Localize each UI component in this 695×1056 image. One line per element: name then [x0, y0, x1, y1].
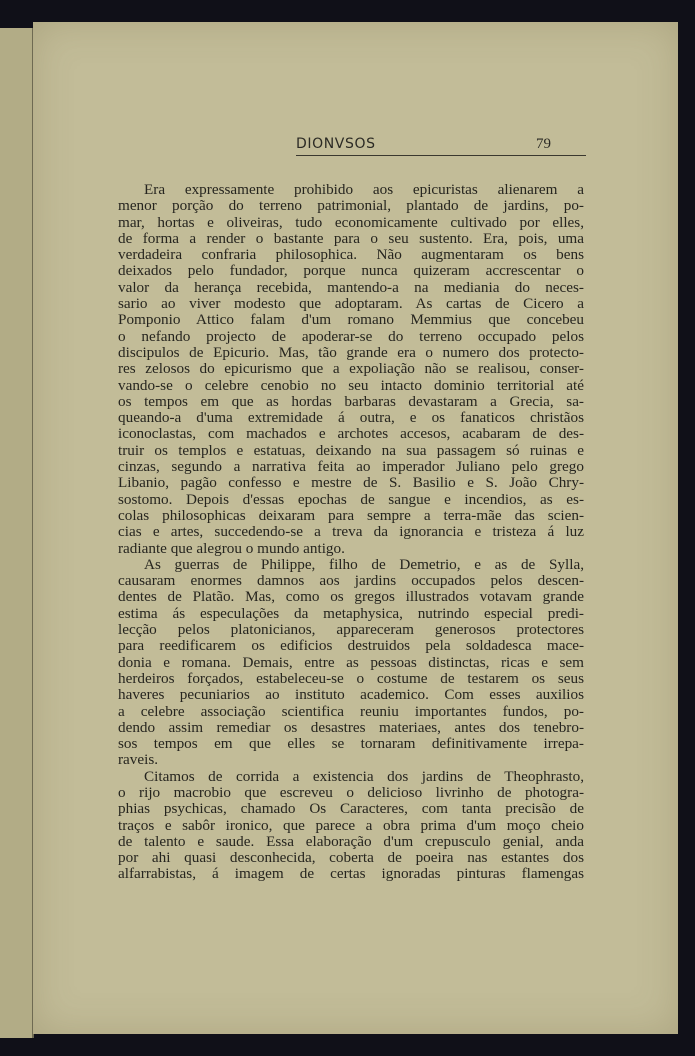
text-line: res zelosos do epicurismo que a expoliação não se realisou, conser- — [118, 361, 584, 378]
text-line: causaram enormes damnos aos jardins occupados pelos descen- — [118, 573, 584, 590]
text-line: phias psychicas, chamado Os Caracteres, com tanta precisão de — [118, 801, 584, 818]
book-page — [33, 22, 678, 1034]
text-line: haveres pecuniarios ao instituto academico. Com esses auxilios — [118, 687, 584, 704]
page-number: 79 — [536, 136, 551, 152]
text-line: por ahi quasi desconhecida, coberta de poeira nas estantes dos — [118, 850, 584, 867]
facing-page-edge — [0, 28, 34, 1038]
text-line: alfarrabistas, á imagem de certas ignoradas pinturas flamengas — [118, 866, 584, 883]
text-line: lecção pelos platonicianos, appareceram generosos protectores — [118, 622, 584, 639]
text-line: valor da herança recebida, mantendo-a na mediania do neces- — [118, 279, 584, 296]
text-line: deixados pelo fundador, porque nunca quizeram accrescentar o — [118, 263, 584, 280]
text-line: dentes de Platão. Mas, como os gregos illustrados votavam grande — [118, 589, 584, 606]
text-line: para reedificarem os edificios destruidos pela soldadesca mace- — [118, 638, 584, 655]
text-line: Pomponio Attico falam d'um romano Memmius que concebeu — [118, 312, 584, 329]
text-line: donia e romana. Demais, entre as pessoas distinctas, ricas e sem — [118, 654, 584, 671]
text-line: mar, hortas e oliveiras, tudo economicamente cultivado por elles, — [118, 214, 584, 231]
text-line: colas philosophicas deixaram para sempre a terra-mãe das scien- — [118, 507, 584, 524]
text-line: discipulos de Epicurio. Mas, tão grande era o numero dos protecto- — [118, 344, 584, 361]
text-line: cinzas, segundo a narrativa feita ao imperador Juliano pelo grego — [118, 459, 584, 476]
text-line: vando-se o celebre cenobio no seu intacto dominio territorial até — [118, 377, 584, 394]
text-line: o rijo macrobio que escreveu o delicioso livrinho de photogra- — [118, 784, 584, 801]
text-line: sos tempos em que elles se tornaram definitivamente irrepa- — [118, 736, 584, 753]
text-line: Era expressamente prohibido aos epicuristas alienarem a — [144, 182, 584, 198]
text-line: raveis. — [118, 752, 159, 769]
text-line: verdadeira confraria philosophica. Não augmentaram os bens — [118, 247, 584, 264]
text-line: de talento e saude. Essa elaboração d'um crepusculo genial, anda — [118, 833, 584, 850]
text-line: cias e artes, succedendo-se a treva da ignorancia e tristeza á luz — [118, 524, 584, 541]
text-line: de forma a render o bastante para o seu sustento. Era, pois, uma — [118, 230, 584, 247]
text-line: queando-a d'uma extremidade á outra, e os fanaticos christãos — [118, 410, 584, 427]
text-line: a celebre associação scientifica reuniu importantes fundos, po- — [118, 703, 584, 720]
running-title: DIONVSOS — [296, 136, 376, 152]
text-line: sostomo. Depois d'essas epochas de sangue e incendios, as es- — [118, 491, 584, 508]
text-line: dendo assim remediar os desastres materiaes, antes dos tenebro- — [118, 719, 584, 736]
text-line: herdeiros forçados, estabeleceu-se o costume de testarem os seus — [118, 670, 584, 687]
text-line: menor porção do terreno patrimonial, plantado de jardins, po- — [118, 198, 584, 215]
text-line: estima ás especulações da metaphysica, nutrindo especial predi- — [118, 605, 584, 622]
text-line: os tempos em que as hordas barbaras devastaram a Grecia, sa- — [118, 393, 584, 410]
text-line: Libanio, pagão confesso e mestre de S. Basilio e S. João Chry- — [118, 475, 584, 492]
text-line: sario ao viver modesto que adoptaram. As cartas de Cicero a — [118, 296, 584, 313]
text-line: truir os templos e estatuas, deixando na sua passagem só ruinas e — [118, 442, 584, 459]
text-line: iconoclastas, com machados e archotes accesos, acabaram de des- — [118, 426, 584, 443]
header-rule — [296, 155, 586, 156]
text-line: o nefando projecto de apoderar-se do terreno occupado pelos — [118, 328, 584, 345]
running-head — [296, 136, 586, 156]
text-line: traços e sabôr ironico, que parece a obra prima d'um moço cheio — [118, 817, 584, 834]
text-line: radiante que alegrou o mundo antigo. — [118, 540, 345, 557]
text-line: Citamos de corrida a existencia dos jardins de Theophrasto, — [144, 768, 584, 785]
text-line: As guerras de Philippe, filho de Demetrio, e as de Sylla, — [144, 556, 584, 573]
body-text — [118, 182, 584, 883]
